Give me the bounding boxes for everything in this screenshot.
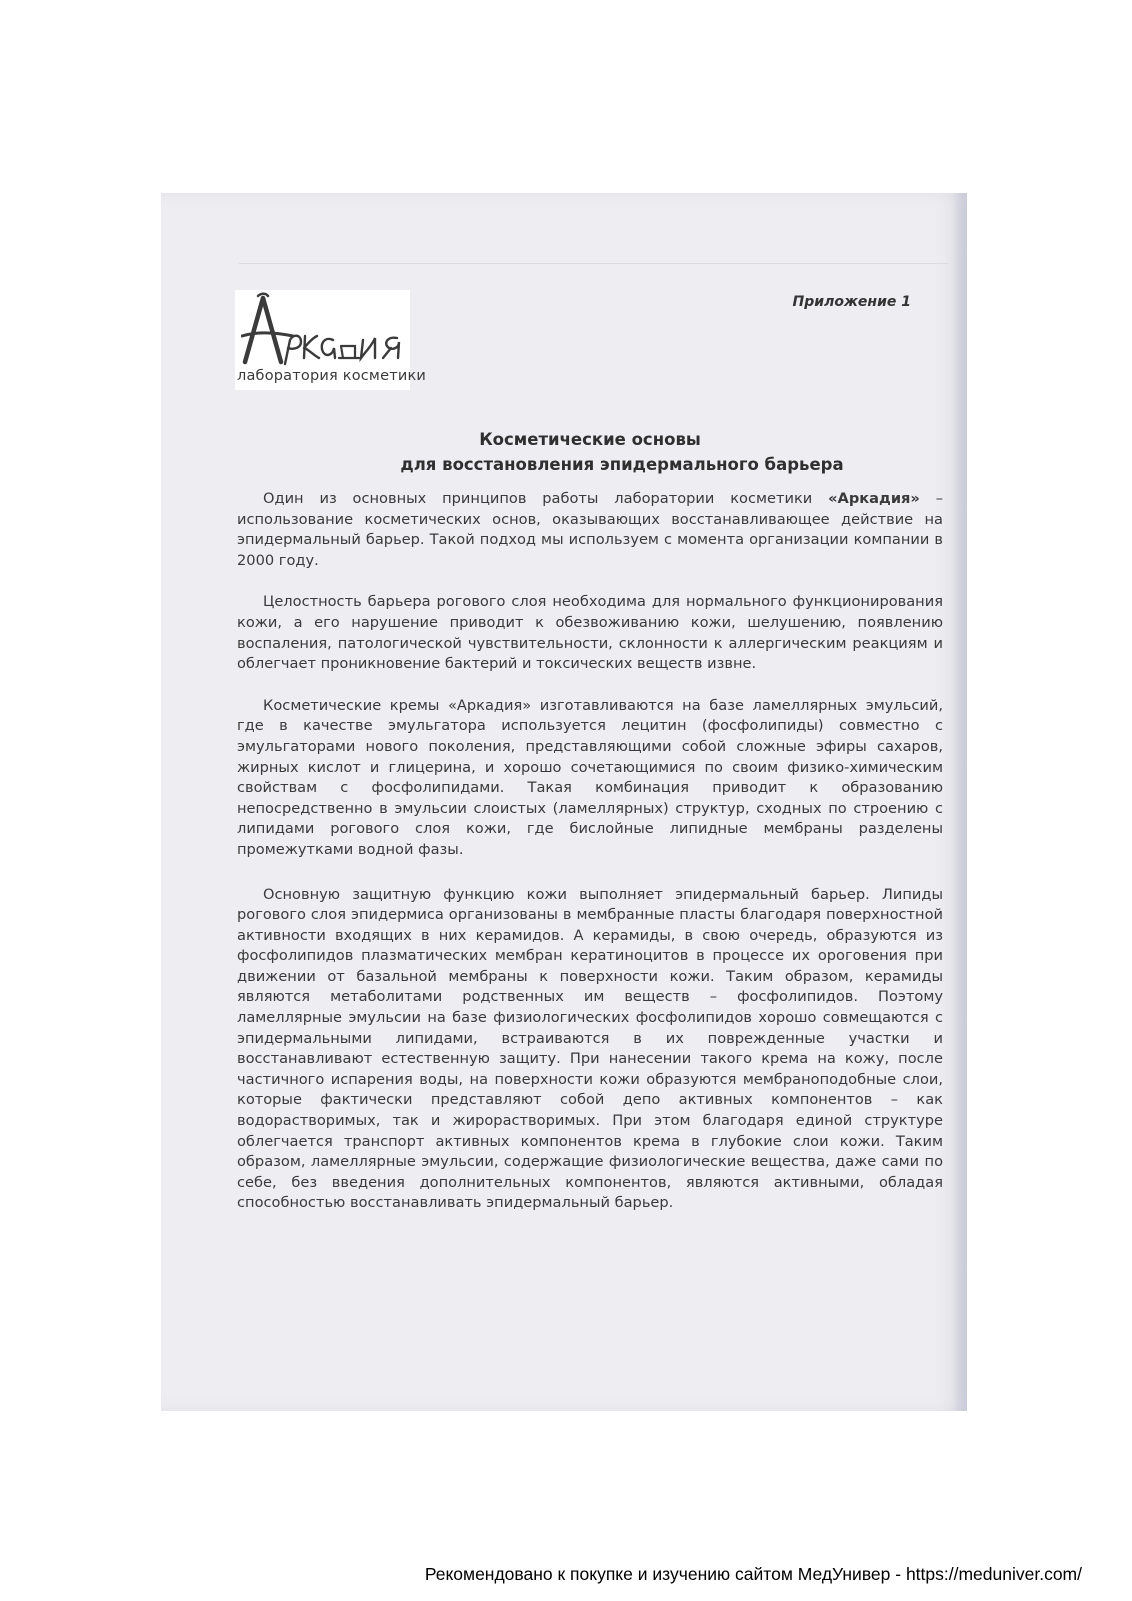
paragraph-3: Косметические кремы «Аркадия» изготавливаются на базе ламеллярных эмульсий, где в качестве эмульгатора используется лецитин (фосфолипиды) совместно с эмульгаторами нового поколения, представляющими собой сложные эфиры сахаров, жирных кислот и глицерина, и хорошо сочетающимися по своим физико-химическим свойствам с фосфолипидами. Такая комбинация приводит к образованию непосредственно в эмульсии слоистых (ламеллярных) структур, сходных по строению с липидами рогового слоя кожи, где бислойные липидные мембраны разделены промежутками водной фазы.: [237, 696, 943, 858]
article-body: [237, 489, 943, 1214]
paragraph-2: Целостность барьера рогового слоя необходима для нормального функционирования кожи, а его нарушение приводит к обезвоживанию кожи, шелушению, появлению воспаления, патологической чувствительности, склонности к аллергическим реакциям и облегчает проникновение бактерий и токсических веществ извне.: [237, 593, 943, 673]
title-line-2: для восстановления эпидермального барьера: [400, 455, 844, 474]
paragraph-1-text-start: Один из основных принципов работы лаборатории косметики: [263, 490, 829, 507]
paragraph-1: [237, 489, 943, 571]
arcadia-logo: [235, 290, 427, 390]
footer-recommendation: Рекомендовано к покупке и изучению сайтом МедУнивер - https://meduniver.com/: [424, 1564, 1082, 1584]
arcadia-wordmark-logo: [241, 292, 409, 366]
scanned-page: [161, 193, 967, 1411]
running-header-rule: [239, 263, 949, 264]
logo-subtitle: лаборатория косметики: [237, 368, 427, 384]
paragraph-4: Основную защитную функцию кожи выполняет эпидермальный барьер. Липиды рогового слоя эпидермиса организованы в мембранные пласты благодаря поверхностной активности входящих в них керамидов. А керамиды, в свою очередь, образуются из фосфолипидов плазматических мембран кератиноцитов в процессе их ороговения при движении от базальной мембраны к поверхности кожи. Таким образом, керамиды являются метаболитами родственных им веществ – фосфолипидов. Поэтому ламеллярные эмульсии на базе физиологических фосфолипидов хорошо совмещаются с эпидермальными липидами, встраиваются в их поврежденные участки и восстанавливают естественную защиту. При нанесении такого крема на кожу, после частичного испарения воды, на поверхности кожи образуются мембраноподобные слои, которые фактически представляют собой депо активных компонентов – как водорастворимых, так и жирорастворимых. При этом благодаря единой структуре облегчается транспорт активных компонентов крема в глубокие слои кожи. Таким образом, ламеллярные эмульсии, содержащие физиологические вещества, даже сами по себе, без введения дополнительных компонентов, являются активными, обладая способностью восстанавливать эпидермальный барьер.: [237, 885, 943, 1212]
title-line-1: Косметические основы: [479, 430, 701, 449]
paragraph-1-text-end: – использование косметических основ, оказывающих восстанавливающее действие на эпидермальный барьер. Такой подход мы используем с момента организации компании в 2000 году.: [237, 490, 943, 569]
appendix-label: Приложение 1: [792, 294, 911, 310]
brand-name: «Аркадия»: [828, 490, 920, 507]
